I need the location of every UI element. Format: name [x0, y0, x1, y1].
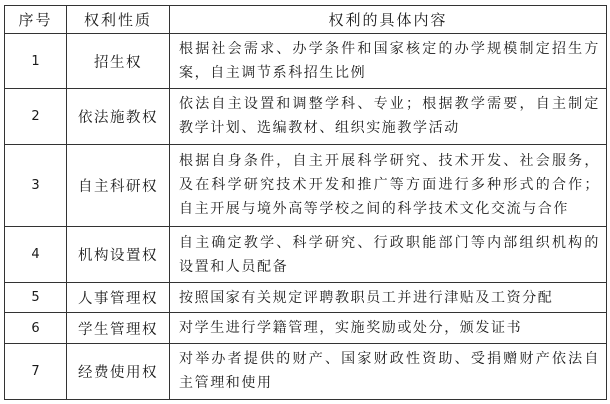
row-index: 6 — [5, 313, 67, 343]
row-content: 依法自主设置和调整学科、专业；根据教学需要，自主制定教学计划、选编教材、组织实施教学活动 — [170, 89, 607, 144]
row-name: 依法施教权 — [67, 89, 170, 144]
rights-table-container — [4, 5, 606, 400]
row-index: 3 — [5, 144, 67, 226]
row-content: 根据自身条件，自主开展科学研究、技术开发、社会服务，及在科学研究技术开发和推广等方面进行多种形式的合作；自主开展与境外高等学校之间的科学技术文化交流与合作 — [170, 144, 607, 226]
row-index: 4 — [5, 226, 67, 282]
row-content: 按照国家有关规定评聘教职员工并进行津贴及工资分配 — [170, 283, 607, 313]
header-name: 权利性质 — [67, 6, 170, 34]
row-index: 7 — [5, 343, 67, 399]
row-content: 根据社会需求、办学条件和国家核定的办学规模制定招生方案，自主调节系科招生比例 — [170, 34, 607, 89]
table-row — [5, 226, 607, 282]
row-content: 对举办者提供的财产、国家财政性资助、受捐赠财产依法自主管理和使用 — [170, 343, 607, 399]
row-content: 对学生进行学籍管理，实施奖励或处分，颁发证书 — [170, 313, 607, 343]
row-index: 1 — [5, 34, 67, 89]
row-index: 5 — [5, 283, 67, 313]
table-row — [5, 343, 607, 399]
table-row — [5, 283, 607, 313]
row-name: 机构设置权 — [67, 226, 170, 282]
row-name: 人事管理权 — [67, 283, 170, 313]
row-index: 2 — [5, 89, 67, 144]
table-row — [5, 144, 607, 226]
row-name: 招生权 — [67, 34, 170, 89]
header-content: 权利的具体内容 — [170, 6, 607, 34]
rights-table — [4, 5, 607, 400]
table-row — [5, 34, 607, 89]
row-name: 经费使用权 — [67, 343, 170, 399]
table-header-row — [5, 6, 607, 34]
table-row — [5, 89, 607, 144]
row-name: 学生管理权 — [67, 313, 170, 343]
table-row — [5, 313, 607, 343]
header-index: 序号 — [5, 6, 67, 34]
row-content: 自主确定教学、科学研究、行政职能部门等内部组织机构的设置和人员配备 — [170, 226, 607, 282]
row-name: 自主科研权 — [67, 144, 170, 226]
